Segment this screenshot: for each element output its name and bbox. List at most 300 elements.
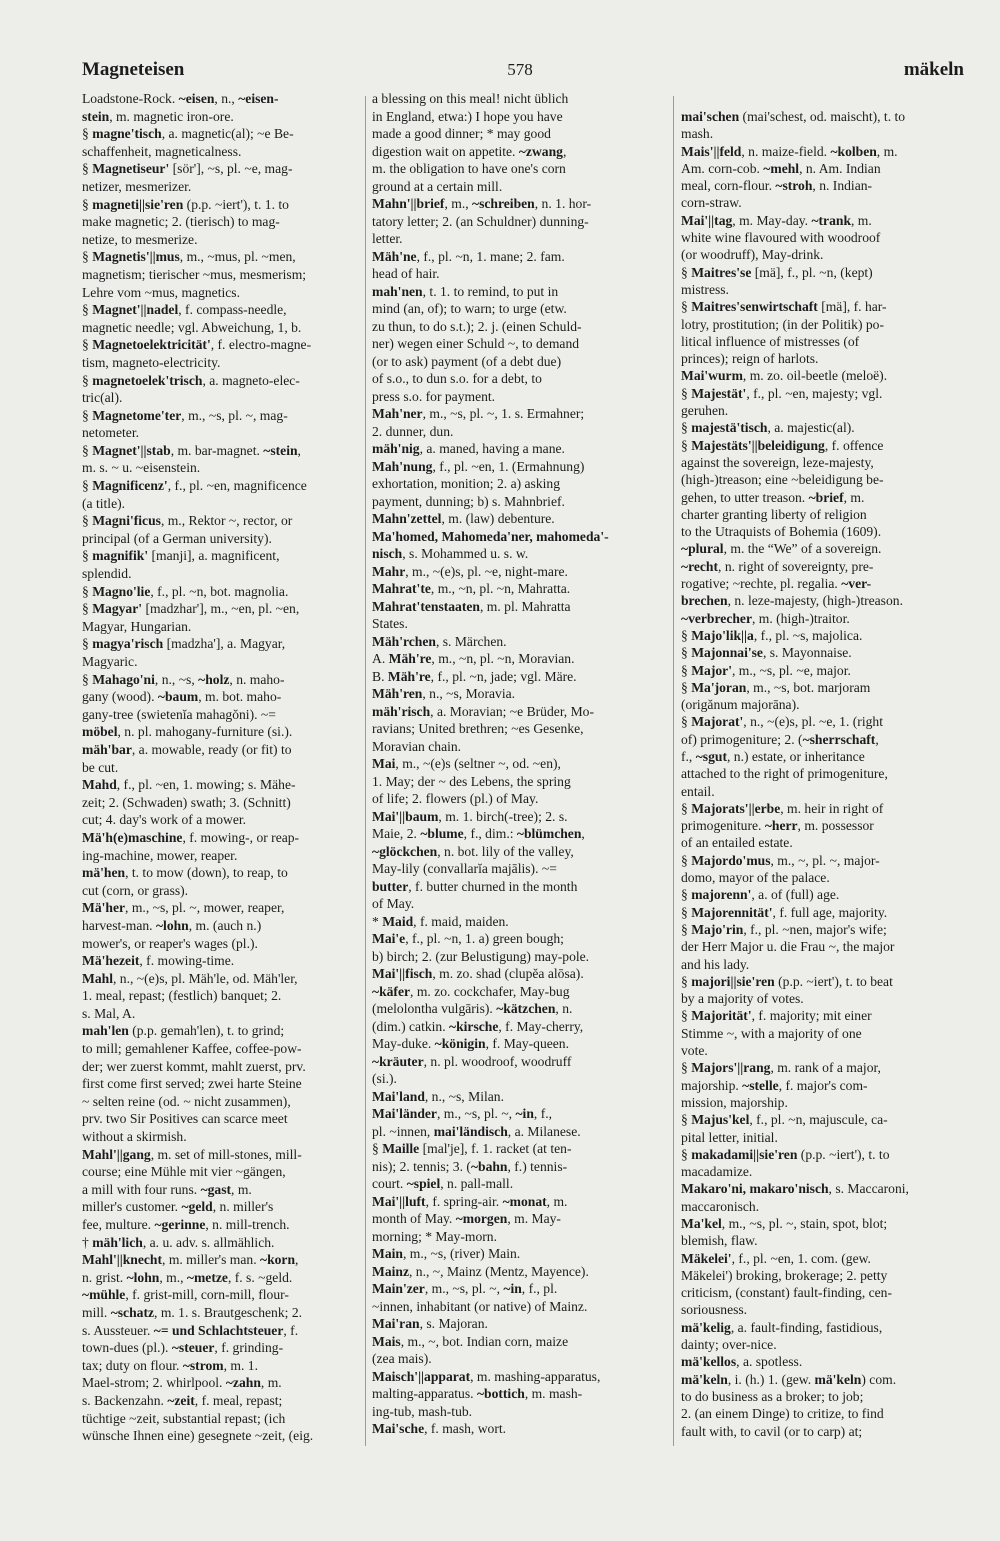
entry-text: soriousness. — [681, 1302, 748, 1318]
entry-word: magneti||sie'ren — [92, 196, 184, 212]
entry-text: rogative; ~rechte, pl. regalia. — [681, 576, 842, 592]
dictionary-line — [372, 808, 656, 826]
dictionary-line — [82, 1040, 366, 1058]
entry-word: mah'len — [82, 1023, 129, 1039]
entry-text: , m., ~s, bot. marjoram — [746, 679, 871, 695]
dictionary-line — [372, 1333, 656, 1351]
entry-text: , m. zo. cockchafer, May-bug — [410, 983, 570, 999]
dictionary-line — [372, 335, 656, 353]
entry-text: , m., ~(e)s, pl. ~e, night-mare. — [405, 563, 568, 579]
dictionary-line — [372, 983, 656, 1001]
entry-text: mash. — [681, 126, 714, 142]
entry-text: , m., ~s, pl. ~, — [424, 1281, 504, 1296]
entry-text: magnetism; tierischer ~mus, mesmerism; — [82, 266, 307, 282]
entry-text: and his lady. — [681, 956, 750, 972]
dictionary-line — [681, 333, 965, 350]
entry-text: , f., pl. ~n, majuscule, ca- — [749, 1112, 888, 1128]
entry-text: 2. (an einem Dinge) to critize, to find — [681, 1406, 884, 1422]
dictionary-line — [681, 765, 965, 782]
entry-text: , a. of (full) age. — [751, 887, 840, 903]
entry-text: , — [581, 826, 585, 841]
entry-text: § — [681, 385, 692, 401]
entry-text: § — [82, 583, 93, 599]
entry-word: ~= und Schlachtsteuer — [153, 1322, 284, 1338]
entry-text: , n. mill-trench. — [205, 1217, 290, 1232]
entry-word: Mais — [372, 1333, 401, 1349]
entry-text: netometer. — [82, 425, 139, 441]
entry-text: , a. Moravian; ~e Brüder, Mo- — [430, 703, 595, 719]
dictionary-line — [681, 1059, 965, 1076]
entry-word: Maitres'senwirtschaft — [691, 299, 818, 315]
entry-text: , f., pl. ~n, jade; vgl. Märe. — [430, 668, 577, 684]
dictionary-line — [82, 1198, 366, 1216]
dictionary-line — [681, 1353, 965, 1370]
dictionary-line — [681, 1129, 965, 1146]
dictionary-line — [372, 860, 656, 878]
entry-text: , i. (h.) 1. (gew. — [727, 1371, 815, 1387]
dictionary-line — [82, 90, 366, 108]
entry-word: Mahr — [372, 563, 406, 579]
entry-text: , f., pl. ~s, majolica. — [753, 627, 863, 643]
entry-word: Magnet'||stab — [92, 442, 171, 458]
dictionary-line — [681, 1423, 965, 1440]
dictionary-line — [372, 1053, 656, 1071]
entry-word: Maisch'||apparat — [372, 1368, 471, 1384]
dictionary-line — [681, 1077, 965, 1094]
entry-text: month of May. — [372, 1211, 456, 1226]
entry-text: (p.p. gemah'len), t. to grind; — [128, 1023, 285, 1039]
entry-text: nis); 2. tennis; 3. ( — [372, 1158, 471, 1174]
entry-word: Mah'nung — [372, 458, 433, 474]
entry-text: made a good dinner; * may good — [372, 126, 551, 141]
entry-text: , f. mowing-time. — [139, 953, 235, 969]
entry-word: Mai — [372, 756, 396, 771]
entry-text: , m., ~s, pl. ~, — [436, 1106, 516, 1121]
entry-text: fault with, to cavil (or to carp) at; — [681, 1423, 863, 1439]
dictionary-line — [372, 738, 656, 756]
entry-text: , f. May-queen. — [485, 1036, 569, 1051]
entry-text: , m., ~(e)s (seltner ~, od. ~en), — [395, 756, 561, 771]
entry-text: splendid. — [82, 566, 132, 582]
dictionary-line — [681, 125, 965, 142]
dictionary-line — [681, 385, 965, 402]
dictionary-line — [82, 1075, 366, 1093]
entry-text: geruhen. — [681, 403, 729, 419]
entry-text: ground at a certain mill. — [372, 178, 503, 194]
dictionary-line — [372, 1245, 656, 1263]
dictionary-line — [681, 662, 965, 679]
dictionary-line — [372, 1350, 656, 1368]
entry-word: Mahrat'te — [372, 581, 431, 596]
entry-word: mäh'nig — [372, 441, 420, 456]
entry-word: ~kolben — [830, 143, 877, 159]
entry-text: Moravian chain. — [372, 738, 462, 754]
dictionary-line — [681, 1007, 965, 1024]
dictionary-line — [82, 935, 366, 953]
entry-text: a mill with four runs. — [82, 1181, 201, 1197]
entry-text: gany-tree (swietenĭa mahagŏni). ~= — [82, 706, 276, 722]
entry-text: (mai'schest, od. maischt), t. to — [739, 109, 906, 124]
dictionary-line — [82, 1427, 366, 1445]
dictionary-line — [372, 598, 656, 616]
entry-text: , f. — [283, 1322, 299, 1338]
entry-word: Magnetiseur' — [92, 161, 170, 177]
entry-text: of) primogeniture; 2. ( — [681, 731, 803, 747]
dictionary-line — [372, 318, 656, 336]
entry-word: ~stein — [263, 442, 298, 458]
entry-text: , f., pl. ~en, majesty; vgl. — [746, 385, 883, 401]
entry-word: Magyar' — [92, 601, 143, 617]
dictionary-line — [681, 471, 965, 488]
entry-text: , s. Mayonnaise. — [762, 645, 852, 661]
entry-text: § — [681, 904, 692, 920]
dictionary-line — [82, 1093, 366, 1111]
entry-text: , m. mash- — [524, 1386, 583, 1401]
entry-word: Magnetome'ter — [92, 407, 182, 423]
dictionary-line — [681, 1180, 965, 1197]
entry-word: majestä'tisch — [691, 420, 768, 436]
dictionary-line — [681, 264, 965, 281]
entry-text: , n. maize-field. — [741, 143, 831, 159]
dictionary-column-right — [681, 108, 965, 1440]
entry-text: , n., ~, Mainz (Mentz, Mayence). — [409, 1263, 589, 1279]
dictionary-line — [82, 565, 366, 583]
dictionary-line — [372, 825, 656, 843]
entry-text: in England, etwa:) I hope you have — [372, 108, 563, 124]
entry-text: digestion wait on appetite. — [372, 143, 519, 159]
entry-word: Maille — [382, 1141, 420, 1156]
dictionary-line — [372, 1035, 656, 1053]
dictionary-line — [82, 583, 366, 601]
entry-text: , m. rank of a major, — [770, 1060, 881, 1076]
dictionary-line — [82, 1357, 366, 1375]
entry-word: Mahago'ni — [92, 671, 155, 687]
entry-text: Maie, 2. — [372, 826, 421, 841]
entry-word: ~bottich — [476, 1386, 525, 1401]
dictionary-line — [82, 635, 366, 653]
entry-word: ~kirsche — [449, 1018, 499, 1034]
entry-text: , m., ~, bot. Indian corn, maize — [400, 1333, 569, 1349]
dictionary-line — [82, 1022, 366, 1040]
entry-text: § — [681, 299, 692, 315]
entry-word: magne'tisch — [92, 126, 162, 142]
entry-text: , — [875, 731, 879, 747]
dictionary-line — [372, 248, 656, 266]
entry-text: , m. (auch n.) — [188, 917, 262, 933]
entry-text: A. — [372, 651, 389, 666]
entry-word: mah'nen — [372, 283, 423, 299]
page-number: 578 — [507, 60, 533, 79]
dictionary-line — [82, 811, 366, 829]
entry-word: Mahd — [82, 777, 117, 793]
entry-text: § — [681, 973, 692, 989]
dictionary-line — [82, 1251, 366, 1269]
entry-text: pl. ~innen, — [372, 1123, 434, 1139]
entry-text: , f. offence — [824, 437, 884, 453]
dictionary-line — [82, 864, 366, 882]
entry-text: by a majority of votes. — [681, 991, 804, 1007]
entry-text: gany (wood). — [82, 689, 158, 705]
entry-text: , f. majority; mit einer — [751, 1008, 872, 1024]
entry-text: s. Mal, A. — [82, 1005, 136, 1021]
dictionary-line — [82, 952, 366, 970]
dictionary-line — [372, 580, 656, 598]
entry-text: macadamize. — [681, 1164, 753, 1180]
dictionary-line — [372, 475, 656, 493]
entry-text: § — [82, 302, 93, 318]
entry-text: † — [82, 1234, 93, 1250]
dictionary-line — [681, 904, 965, 921]
entry-text: , m. set of mill-stones, mill- — [150, 1146, 302, 1162]
dictionary-line — [372, 1018, 656, 1036]
entry-word: ~eisen- — [238, 91, 279, 106]
dictionary-line — [372, 703, 656, 721]
dictionary-line — [681, 108, 965, 125]
dictionary-line — [82, 899, 366, 917]
entry-text: , m. zo. shad (clupĕa alōsa). — [432, 966, 584, 981]
dictionary-line — [681, 540, 965, 557]
entry-text: , f., — [533, 1106, 553, 1121]
entry-text: mind (an, of); to warn; to urge (etw. — [372, 301, 567, 316]
dictionary-line — [681, 852, 965, 869]
dictionary-line — [82, 389, 366, 407]
entry-text: (p.p. ~iert'), t. to — [797, 1146, 890, 1162]
entry-text: , f. meal, repast; — [194, 1392, 283, 1408]
entry-text: maccaronisch. — [681, 1198, 760, 1214]
entry-word: stein — [82, 108, 110, 124]
entry-word: mä'hen — [82, 865, 126, 881]
entry-text: principal (of a German university). — [82, 530, 272, 546]
dictionary-line — [82, 459, 366, 477]
entry-text: § — [372, 1141, 383, 1156]
entry-text: , m. 1. birch(-tree); 2. s. — [438, 808, 568, 824]
entry-text: wünsche Ihnen eine) gesegnete ~zeit, (eig. — [82, 1428, 314, 1444]
entry-text: (melolontha vulgāris). — [372, 1001, 497, 1016]
entry-text: mower's, or reaper's wages (pl.). — [82, 935, 258, 951]
entry-text: , m. (high-)traitor. — [751, 610, 850, 626]
entry-word: Majus'kel — [691, 1112, 750, 1128]
entry-word: Majo'rin — [691, 921, 744, 937]
entry-word: Mäh're — [387, 668, 431, 684]
entry-text: , f.) tennis- — [507, 1158, 568, 1174]
entry-text: § — [681, 921, 692, 937]
entry-word: ~sherrschaft — [802, 731, 876, 747]
entry-text: , n. 1. hor- — [534, 196, 592, 211]
entry-text: attached to the right of primogeniture, — [681, 766, 888, 782]
entry-text: § — [681, 1008, 692, 1024]
entry-text: , f., pl. ~en, magnificence — [167, 478, 307, 494]
entry-word: Mai'wurm — [681, 368, 743, 384]
entry-text: § — [82, 249, 93, 265]
dictionary-line — [82, 213, 366, 231]
entry-text: , n.) estate, or inheritance — [726, 748, 865, 764]
dictionary-line — [372, 633, 656, 651]
entry-text: schaffenheit, magneticalness. — [82, 143, 242, 159]
entry-text: § — [681, 714, 692, 730]
entry-text: Magyar, Hungarian. — [82, 618, 192, 634]
entry-word: Majorennität' — [691, 904, 773, 920]
dictionary-line — [681, 644, 965, 661]
entry-word: magnifik' — [92, 548, 149, 564]
entry-text: , a. magneto-elec- — [202, 372, 300, 388]
entry-text: , a. mowable, ready (or fit) to — [131, 741, 292, 757]
entry-word: mai'schen — [681, 109, 740, 124]
entry-word: ~stelle — [742, 1077, 779, 1093]
dictionary-line — [82, 600, 366, 618]
dictionary-line — [82, 442, 366, 460]
dictionary-line — [82, 987, 366, 1005]
dictionary-line — [681, 1146, 965, 1163]
dictionary-line — [681, 1284, 965, 1301]
entry-text: § — [681, 627, 692, 643]
dictionary-line — [82, 671, 366, 689]
entry-text: miller's customer. — [82, 1199, 182, 1215]
dictionary-line — [372, 1105, 656, 1123]
dictionary-line — [372, 1315, 656, 1333]
entry-word: ~recht — [681, 558, 719, 574]
entry-word: Majorats'||erbe — [691, 800, 781, 816]
entry-word: ~monat — [502, 1193, 547, 1209]
dictionary-line — [372, 510, 656, 528]
entry-text: , a. spotless. — [736, 1354, 803, 1370]
dictionary-line — [82, 1339, 366, 1357]
dictionary-line — [82, 847, 366, 865]
entry-text: , f. full age, majority. — [772, 904, 888, 920]
dictionary-line — [372, 685, 656, 703]
entry-text: (p.p. ~iert'), t. 1. to — [183, 196, 289, 212]
entry-text: make magnetic; 2. (tierisch) to mag- — [82, 214, 280, 230]
entry-text: , s. Märchen. — [435, 633, 507, 649]
entry-text: , f., pl. ~en, 1. com. (gew. — [731, 1250, 871, 1266]
entry-text: , — [297, 442, 301, 458]
entry-text: dainty; over-nice. — [681, 1337, 777, 1353]
entry-text: (dim.) catkin. — [372, 1018, 450, 1034]
entry-word: ~strom — [182, 1357, 224, 1373]
entry-word: brechen — [681, 593, 728, 609]
dictionary-line — [372, 405, 656, 423]
entry-text: mission, majorship. — [681, 1094, 788, 1110]
entry-word: Ma'homed, Mahomeda'ner, mahomeda'- — [372, 528, 609, 544]
entry-text: , f., pl. ~n, 1. mane; 2. fam. — [416, 248, 565, 264]
dictionary-line — [82, 1163, 366, 1181]
entry-text: head of hair. — [372, 266, 440, 281]
dictionary-line — [372, 965, 656, 983]
dictionary-line — [681, 696, 965, 713]
entry-text: § — [681, 852, 692, 868]
dictionary-line — [372, 1158, 656, 1176]
entry-text: Mael-strom; 2. whirlpool. — [82, 1375, 226, 1391]
entry-word: ~zeit — [167, 1392, 195, 1408]
entry-text: , f., pl. ~n, 1. a) green bough; — [405, 931, 564, 946]
entry-text: , m., ~s, (river) Main. — [402, 1246, 521, 1261]
entry-text: , m. the “We” of a sovereign. — [723, 541, 882, 557]
dictionary-line — [681, 1163, 965, 1180]
entry-word: ~brief — [808, 489, 844, 505]
entry-text: [madzhar'], m., ~en, pl. ~en, — [142, 601, 300, 617]
dictionary-line — [372, 178, 656, 196]
entry-text: § — [82, 601, 93, 617]
dictionary-line — [681, 229, 965, 246]
entry-word: Magni'ficus — [92, 513, 161, 529]
dictionary-line — [372, 213, 656, 231]
entry-text: , n. right of sovereignty, pre- — [718, 558, 874, 574]
entry-text: , n. pl. mahogany-furniture (si.). — [117, 724, 293, 740]
entry-word: magya'risch — [92, 636, 164, 652]
dictionary-line — [372, 720, 656, 738]
dictionary-line — [82, 1304, 366, 1322]
dictionary-line — [372, 913, 656, 931]
dictionary-line — [681, 679, 965, 696]
entry-word: Majors'||rang — [691, 1060, 771, 1076]
entry-text: , n. pall-mall. — [440, 1176, 514, 1191]
dictionary-line — [681, 350, 965, 367]
dictionary-line — [372, 1385, 656, 1403]
entry-text: netize, to mesmerize. — [82, 231, 198, 247]
entry-text: , a. magnetic(al); ~e Be- — [161, 126, 294, 142]
dictionary-line — [82, 723, 366, 741]
entry-word: ~kätzchen — [496, 1001, 556, 1016]
entry-text: , f., pl. ~en, 1. mowing; s. Mähe- — [116, 777, 296, 793]
entry-text: (origănum majorāna). — [681, 697, 800, 713]
entry-text: , m., ~mus, pl. ~men, — [179, 249, 296, 265]
entry-text: , s. Majoran. — [419, 1316, 488, 1331]
dictionary-line — [372, 528, 656, 546]
dictionary-line — [372, 773, 656, 791]
entry-word: ~schatz — [110, 1304, 155, 1320]
entry-text: § — [82, 161, 93, 177]
entry-text: payment, dunning; b) s. Mahnbrief. — [372, 493, 565, 509]
entry-text: * — [372, 913, 383, 929]
entry-text: magnetic needle; vgl. Abweichung, 1, b. — [82, 319, 302, 335]
entry-word: ~gerinne — [154, 1217, 206, 1232]
dictionary-line — [681, 1371, 965, 1388]
dictionary-line — [372, 843, 656, 861]
dictionary-line — [82, 248, 366, 266]
dictionary-line — [82, 1410, 366, 1428]
entry-text: § — [681, 800, 692, 816]
dictionary-line — [681, 1198, 965, 1215]
dictionary-line — [82, 477, 366, 495]
entry-text: , f., dim.: — [463, 826, 517, 841]
entry-text: , f. spring-air. — [425, 1193, 503, 1209]
entry-word: ~steuer — [171, 1340, 215, 1356]
dictionary-line — [82, 688, 366, 706]
dictionary-line — [372, 948, 656, 966]
entry-text: netizer, mesmerizer. — [82, 178, 192, 194]
entry-text: tax; duty on flour. — [82, 1357, 183, 1373]
entry-word: ~mehl — [763, 160, 800, 176]
entry-text: , n. bot. lily of the valley, — [437, 843, 574, 859]
entry-text: , s. Maccaroni, — [828, 1181, 909, 1197]
entry-text: , m., ~n, pl. ~n, Mahratta. — [430, 581, 571, 596]
entry-text: der Herr Major u. die Frau ~, the major — [681, 939, 895, 955]
entry-word: Majo'lik||a — [691, 627, 754, 643]
dictionary-line — [681, 713, 965, 730]
dictionary-line — [372, 895, 656, 913]
entry-word: ~in — [515, 1106, 534, 1121]
entry-text: Am. corn-cob. — [681, 160, 764, 176]
entry-text: Magyaric. — [82, 654, 138, 669]
entry-word: mä'kelig — [681, 1319, 731, 1335]
entry-text: , f. mash, wort. — [424, 1421, 507, 1436]
dictionary-line — [372, 388, 656, 406]
dictionary-line — [372, 615, 656, 633]
entry-word: ~ver- — [841, 576, 872, 592]
dictionary-line — [82, 618, 366, 636]
entry-word: Majonnai'se — [691, 645, 763, 661]
entry-text: s. Backenzahn. — [82, 1392, 168, 1408]
entry-text: to mill; gemahlener Kaffee, coffee-pow- — [82, 1041, 302, 1057]
